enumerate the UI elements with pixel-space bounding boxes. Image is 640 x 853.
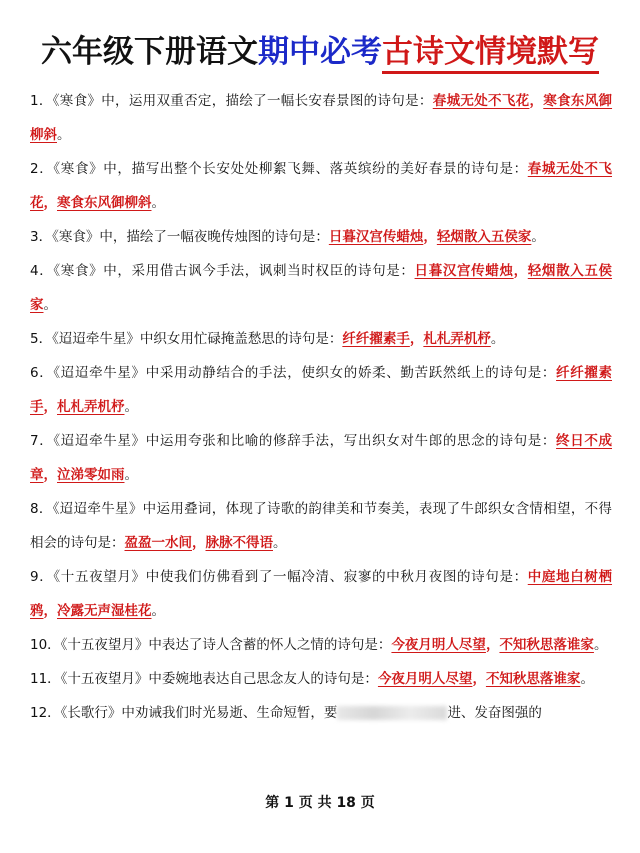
question-item xyxy=(30,662,612,696)
question-end: 。 xyxy=(580,671,594,687)
title-grade-subject: 六年级下册语文 xyxy=(41,34,258,70)
answer-text: 脉脉不得语 xyxy=(205,535,273,551)
answer-separator: ， xyxy=(529,93,544,109)
answer-separator: ， xyxy=(409,331,424,347)
title-midterm: 期中必考 xyxy=(258,34,382,70)
question-end: 。 xyxy=(151,195,165,211)
answer-text: 寒食东风御柳斜 xyxy=(57,195,152,211)
answer-separator: ， xyxy=(423,229,437,245)
answer-text: 日暮汉宫传蜡烛 xyxy=(414,263,514,279)
question-end: 。 xyxy=(593,637,608,653)
question-text: 7．《迢迢牵牛星》中运用夸张和比喻的修辞手法，写出织女对牛郎的思念的诗句是： xyxy=(30,433,557,449)
answer-separator: ， xyxy=(472,671,486,687)
answer-separator: ， xyxy=(513,263,528,279)
question-item xyxy=(30,322,612,356)
answer-text: 札札弄机杼 xyxy=(57,399,125,415)
question-end: 。 xyxy=(273,535,287,551)
answer-text: 札札弄机杼 xyxy=(423,331,491,347)
question-item xyxy=(30,696,612,730)
question-text: 2．《寒食》中，描写出整个长安处处柳絮飞舞、落英缤纷的美好春景的诗句是： xyxy=(30,161,528,177)
question-end: 。 xyxy=(124,399,138,415)
page-title xyxy=(0,26,640,71)
answer-text: 不知秋思落谁家 xyxy=(485,671,581,687)
answer-text: 春城无处不飞花 xyxy=(30,161,613,211)
answer-text: 日暮汉宫传蜡烛 xyxy=(328,229,424,245)
question-list xyxy=(30,84,612,730)
question-text: 9．《十五夜望月》中使我们仿佛看到了一幅冷清、寂寥的中秋月夜图的诗句是： xyxy=(30,569,528,585)
answer-separator: ， xyxy=(43,603,57,619)
question-text: 10．《十五夜望月》中表达了诗人含蓄的怀人之情的诗句是： xyxy=(30,637,392,653)
answer-text: 纤纤擢素手 xyxy=(30,365,612,415)
question-text: 5．《迢迢牵牛星》中织女用忙碌掩盖愁思的诗句是： xyxy=(30,331,343,347)
page-footer: 第 1 页 共 18 页 xyxy=(265,795,375,811)
question-item xyxy=(30,152,612,220)
question-end: 。 xyxy=(151,603,165,619)
answer-separator: ， xyxy=(43,399,57,415)
answer-text: 春城无处不飞花 xyxy=(432,93,530,109)
question-item xyxy=(30,424,612,492)
question-end: 。 xyxy=(43,297,57,313)
question-item xyxy=(30,356,612,424)
question-text: 1．《寒食》中，运用双重否定，描绘了一幅长安春景图的诗句是： xyxy=(30,93,433,109)
answer-separator: ， xyxy=(43,467,57,483)
answer-text: 今夜月明人尽望 xyxy=(377,671,473,687)
answer-separator: ， xyxy=(43,195,57,211)
answer-text: 纤纤擢素手 xyxy=(342,331,410,347)
question-item xyxy=(30,492,612,560)
question-text: 3．《寒食》中，描绘了一幅夜晚传烛图的诗句是： xyxy=(30,229,329,245)
question-text: 6．《迢迢牵牛星》中采用动静结合的手法，使织女的娇柔、勤苦跃然纸上的诗句是： xyxy=(30,365,557,381)
answer-text: 泣涕零如雨 xyxy=(57,467,125,483)
answer-text: 寒食东风御柳斜 xyxy=(30,93,613,143)
title-topic: 古诗文情境默写 xyxy=(382,34,599,74)
answer-text: 今夜月明人尽望 xyxy=(391,637,486,653)
question-item xyxy=(30,220,612,254)
answer-text: 中庭地白树栖鸦 xyxy=(30,569,613,619)
question-item xyxy=(30,254,612,322)
answer-text: 冷露无声湿桂花 xyxy=(57,603,152,619)
question-text: 11．《十五夜望月》中委婉地表达自己思念友人的诗句是： xyxy=(30,671,378,687)
question-text-continued: 进、发奋图强的 xyxy=(447,705,542,721)
question-end: 。 xyxy=(531,229,545,245)
question-end: 。 xyxy=(124,467,138,483)
question-item xyxy=(30,560,612,628)
question-text: 8．《迢迢牵牛星》中运用叠词，体现了诗歌的韵律美和节奏美，表现了牛郎织女含情相望，不得相会的诗句是： xyxy=(30,501,612,551)
answer-text: 盈盈一水间 xyxy=(124,535,192,551)
question-text: 12．《长歌行》中劝诫我们时光易逝、生命短暂，要 xyxy=(30,705,338,721)
question-text: 4．《寒食》中，采用借古讽今手法，讽刺当时权臣的诗句是： xyxy=(30,263,415,279)
answer-separator: ， xyxy=(485,637,500,653)
question-item xyxy=(30,628,612,662)
answer-text: 轻烟散入五侯家 xyxy=(30,263,613,313)
question-end: 。 xyxy=(490,331,505,347)
blurred-region xyxy=(337,706,447,720)
answer-separator: ， xyxy=(192,535,206,551)
answer-text: 不知秋思落谁家 xyxy=(499,637,594,653)
question-item xyxy=(30,84,612,152)
answer-text: 终日不成章 xyxy=(30,433,612,483)
answer-text: 轻烟散入五侯家 xyxy=(436,229,532,245)
question-end: 。 xyxy=(57,127,71,143)
